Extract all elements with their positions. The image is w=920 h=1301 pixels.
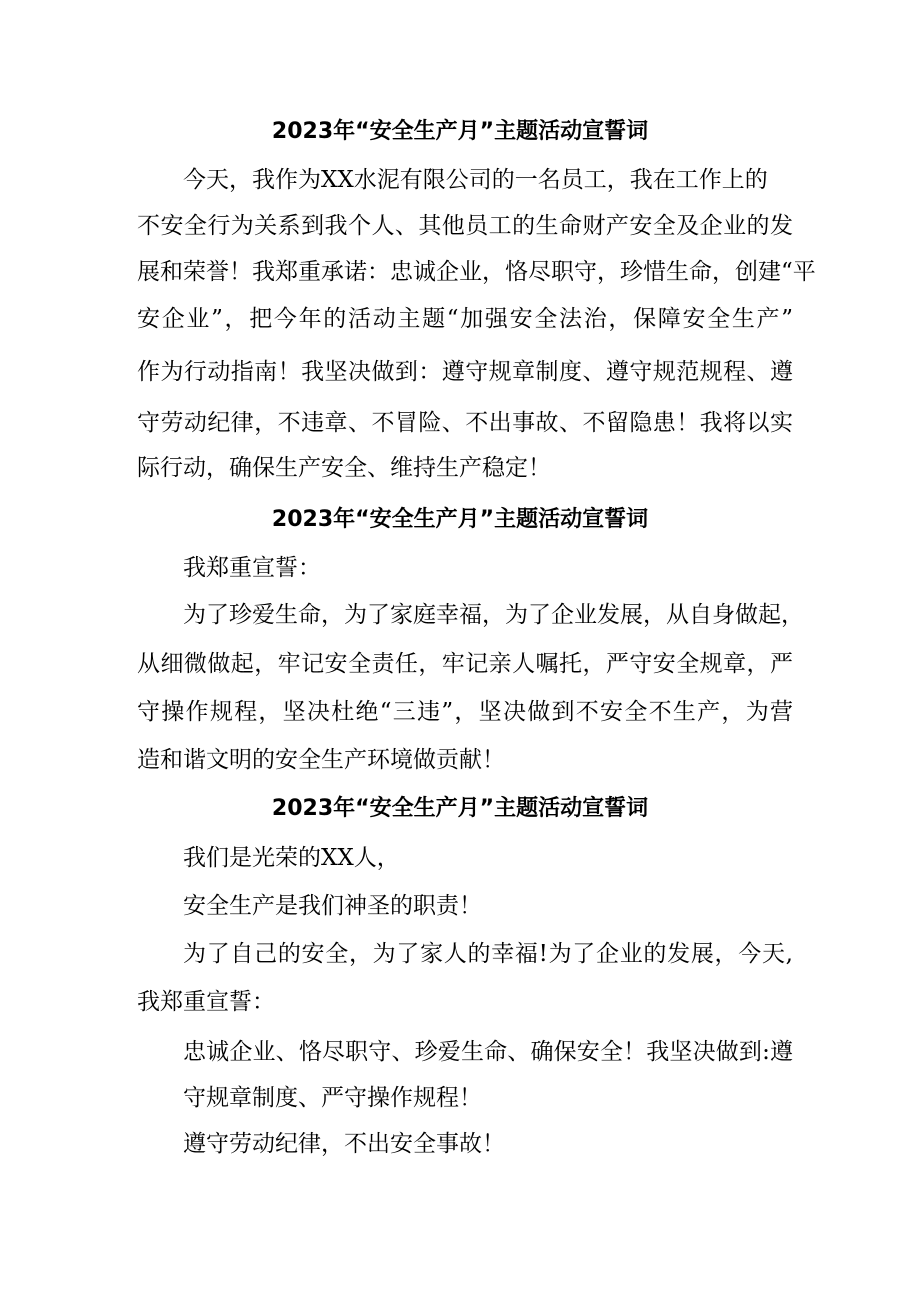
paragraph-line: 展和荣誉！我郑重承诺：忠诚企业，恪尽职守，珍惜生命，创建“平 <box>137 259 816 285</box>
section-title: 2023年“安全生产月”主题活动宣誓词 <box>271 119 649 144</box>
paragraph-line: 作为行动指南！我坚决做到：遵守规章制度、遵守规范规程、遵 <box>137 359 793 385</box>
paragraph-line: 我们是光荣的XX人， <box>183 845 400 871</box>
paragraph-line: 造和谐文明的安全生产环境做贡献！ <box>137 747 505 773</box>
paragraph-line: 遵守劳动纪律，不出安全事故！ <box>183 1131 505 1157</box>
paragraph-line: 我郑重宣誓： <box>137 989 275 1015</box>
section-title: 2023年“安全生产月”主题活动宣誓词 <box>271 796 649 821</box>
paragraph-line: 安企业”，把今年的活动主题“加强安全法治，保障安全生产” <box>137 306 793 332</box>
paragraph-line: 不安全行为关系到我个人、其他员工的生命财产安全及企业的发 <box>137 213 793 239</box>
paragraph-line: 为了珍爱生命，为了家庭幸福，为了企业发展，从自身做起， <box>183 602 804 628</box>
paragraph-line: 从细微做起，牢记安全责任，牢记亲人嘱托，严守安全规章，严 <box>137 651 793 677</box>
paragraph-line: 安全生产是我们神圣的职责！ <box>183 893 482 919</box>
paragraph-line: 守操作规程，坚决杜绝“三违”，坚决做到不安全不生产，为营 <box>137 699 793 725</box>
paragraph-line: 今天，我作为XX水泥有限公司的一名员工，我在工作上的 <box>183 167 768 193</box>
paragraph-line: 守规章制度、严守操作规程！ <box>183 1085 482 1111</box>
paragraph-line: 为了自己的安全，为了家人的幸福!为了企业的发展，今天, <box>183 941 793 967</box>
paragraph-line: 忠诚企业、恪尽职守、珍爱生命、确保安全！我坚决做到:遵 <box>183 1039 793 1065</box>
section-title: 2023年“安全生产月”主题活动宣誓词 <box>271 507 649 532</box>
paragraph-line: 际行动，确保生产安全、维持生产稳定！ <box>137 455 551 481</box>
paragraph-line: 我郑重宣誓： <box>183 555 321 581</box>
paragraph-line: 守劳动纪律，不违章、不冒险、不出事故、不留隐患！我将以实 <box>137 410 793 436</box>
